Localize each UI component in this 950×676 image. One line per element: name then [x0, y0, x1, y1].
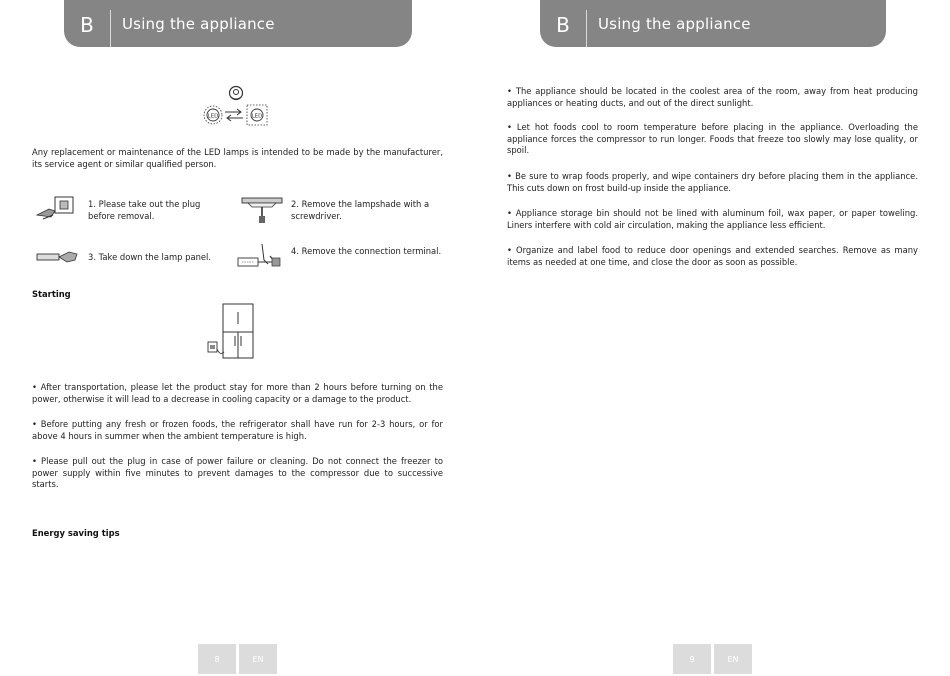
section-letter: B — [556, 13, 570, 37]
section-letter: B — [80, 13, 94, 37]
led-maintenance-note: Any replacement or maintenance of the LED lamps is intended to be made by the manufacturer, its service agent or similar qualified person. — [32, 147, 443, 169]
step-1-text: 1. Please take out the plug before removal. — [88, 199, 201, 221]
connection-terminal-icon — [236, 240, 286, 272]
tip-bullet-4: • Appliance storage bin should not be lined with aluminum foil, wax paper, or paper toweling. Liners interfere with cold air circulation, making the appliance less efficient. — [507, 208, 918, 230]
language-tab: EN — [239, 644, 277, 674]
svg-text:LED: LED — [251, 113, 263, 120]
refrigerator-plug-icon — [206, 302, 262, 362]
lamp-panel-icon — [35, 248, 81, 266]
tip-bullet-5: • Organize and label food to reduce door openings and extended searches. Remove as many items as needed at one time, and close the door as soon as possible. — [507, 245, 918, 267]
starting-bullet-3: • Please pull out the plug in case of power failure or cleaning. Do not connect the freezer to power supply within five minutes to prevent damages to the compressor due to successive starts. — [32, 456, 443, 489]
step-2-text: 2. Remove the lampshade with a screwdriver. — [291, 199, 430, 221]
step-3-text: 3. Take down the lamp panel. — [88, 252, 212, 262]
starting-heading: Starting — [32, 289, 71, 299]
tip-bullet-1: • The appliance should be located in the coolest area of the room, away from heat producing appliances or heating ducts, and out of the direct sunlight. — [507, 86, 918, 108]
svg-text:LED: LED — [207, 113, 219, 120]
page-number: 8 — [198, 644, 236, 674]
starting-bullet-1: • After transportation, please let the product stay for more than 2 hours before turning on the power, otherwise it will lead to a decrease in cooling capacity or a damage to the product. — [32, 382, 443, 404]
section-header — [64, 0, 412, 47]
left-page — [0, 0, 475, 674]
step-4-text: 4. Remove the connection terminal. — [291, 246, 442, 256]
right-page — [475, 0, 950, 674]
plug-removal-icon — [33, 195, 79, 223]
lampshade-screwdriver-icon — [240, 196, 286, 224]
tip-bullet-3: • Be sure to wrap foods properly, and wipe containers dry before placing them in the appliance. This cuts down on frost build-up inside the appliance. — [507, 171, 918, 193]
section-header — [540, 0, 886, 47]
energy-saving-heading: Energy saving tips — [32, 528, 120, 538]
section-title: Using the appliance — [122, 15, 275, 33]
header-divider — [586, 10, 587, 47]
header-divider — [110, 10, 111, 47]
page-number: 9 — [673, 644, 711, 674]
starting-bullet-2: • Before putting any fresh or frozen foods, the refrigerator shall have run for 2-3 hours, or for above 4 hours in summer when the ambient temperature is high. — [32, 419, 443, 441]
led-replacement-icon — [200, 84, 280, 130]
section-title: Using the appliance — [598, 15, 751, 33]
language-tab: EN — [714, 644, 752, 674]
tip-bullet-2: • Let hot foods cool to room temperature before placing in the appliance. Overloading the appliance forces the compressor to run longer. Foods that freeze too slowly may lose quality, or spoil. — [507, 122, 918, 155]
